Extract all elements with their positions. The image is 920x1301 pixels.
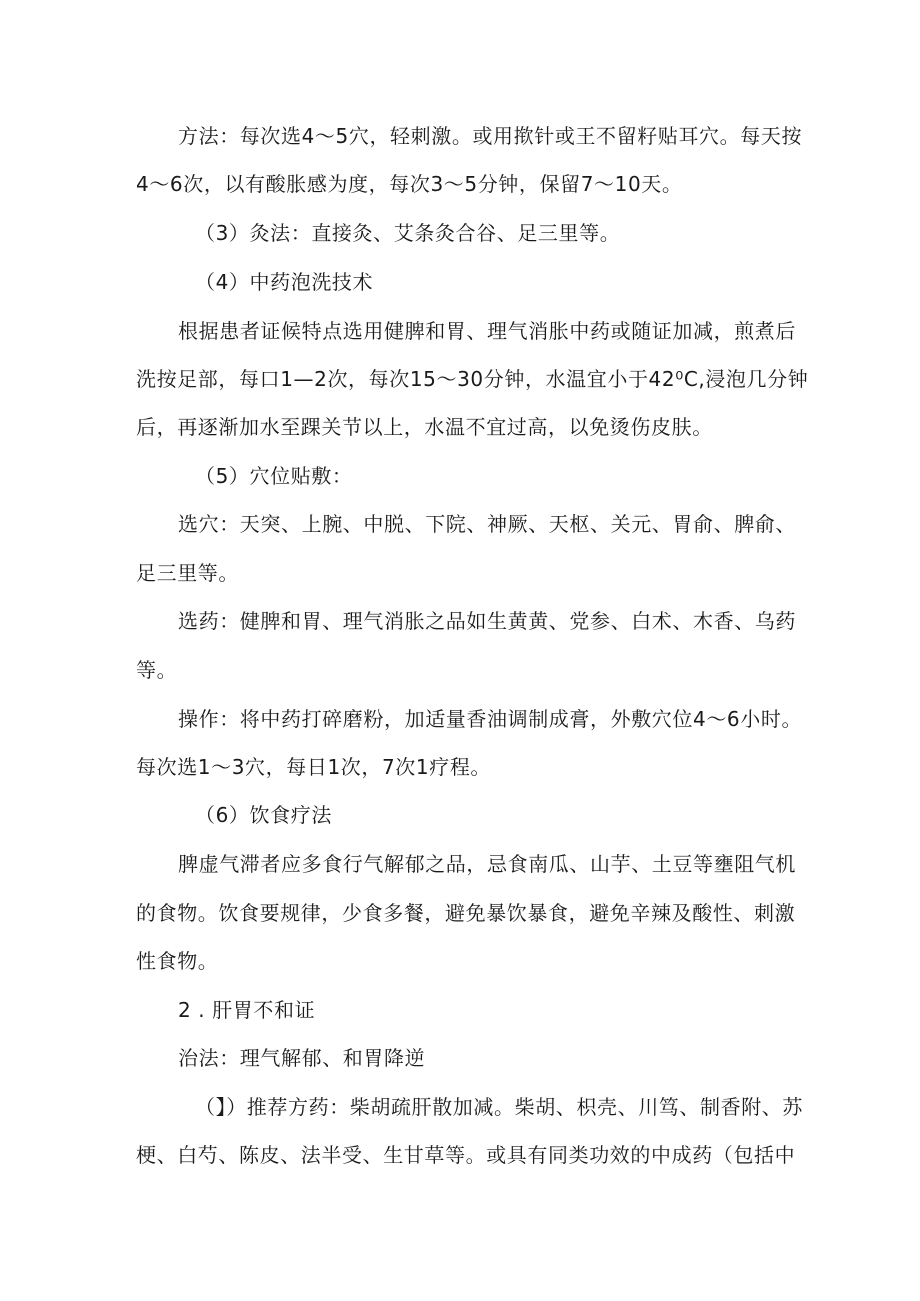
heading-diet-therapy: （6）饮食疗法 (195, 803, 332, 827)
text-line-prescription-2: 梗、白芍、陈皮、法半受、生甘草等。或具有同类功效的中成药（包括中 (136, 1143, 796, 1167)
text-line-herbs-2: 等。 (136, 658, 178, 682)
text-line-points-1: 选穴：天突、上腕、中脱、下院、神厥、天枢、关元、胃俞、脾俞、 (178, 512, 796, 536)
text-line-prescription-1: （】）推荐方药：柴胡疏肝散加减。柴胡、枳壳、川笃、制香附、苏 (195, 1095, 803, 1119)
text-line-soak-3: 后，再逐渐加水至踝关节以上，水温不宜过高，以免烫伤皮肤。 (136, 415, 713, 439)
text-line-method-cont: 4～6次，以有酸胀感为度，每次3～5分钟，保留7～10天。 (136, 172, 683, 196)
text-line-diet-1: 脾虚气滞者应多食行气解郁之品，忌食南瓜、山芋、土豆等壅阻气机 (178, 852, 796, 876)
text-line-operation-2: 每次选1～3穴，每日1次，7次1疗程。 (136, 755, 492, 779)
text-line-diet-3: 性食物。 (136, 949, 219, 973)
text-line-operation-1: 操作：将中药打碎磨粉，加适量香油调制成膏，外敷穴位4～6小时。 (178, 707, 803, 731)
heading-herbal-soak: （4）中药泡洗技术 (195, 270, 374, 294)
text-line-diet-2: 的食物。饮食要规律，少食多餐，避免暴饮暴食，避免辛辣及酸性、刺激 (136, 901, 796, 925)
heading-moxibustion: （3）灸法：直接灸、艾条灸合谷、足三里等。 (195, 221, 621, 245)
text-line-treatment: 治法：理气解郁、和胃降逆 (178, 1046, 426, 1070)
text-line-soak-1: 根据患者证候特点选用健脾和胃、理气消胀中药或随证加减，煎煮后 (178, 319, 796, 343)
text-line-points-2: 足三里等。 (136, 561, 239, 585)
heading-liver-stomach: 2 . 肝胃不和证 (178, 998, 316, 1022)
heading-acupoint-patch: （5）穴位贴敷： (195, 464, 353, 488)
text-line-herbs-1: 选药：健脾和胃、理气消胀之品如生黄黄、党参、白术、木香、乌药 (178, 609, 796, 633)
text-line-soak-2: 洗按足部，每口1—2次，每次15～30分钟，水温宜小于42⁰C,浸泡几分钟 (136, 367, 809, 391)
text-line-method: 方法：每次选4～5穴，轻刺激。或用揿针或王不留籽贴耳穴。每天按 (178, 124, 803, 148)
